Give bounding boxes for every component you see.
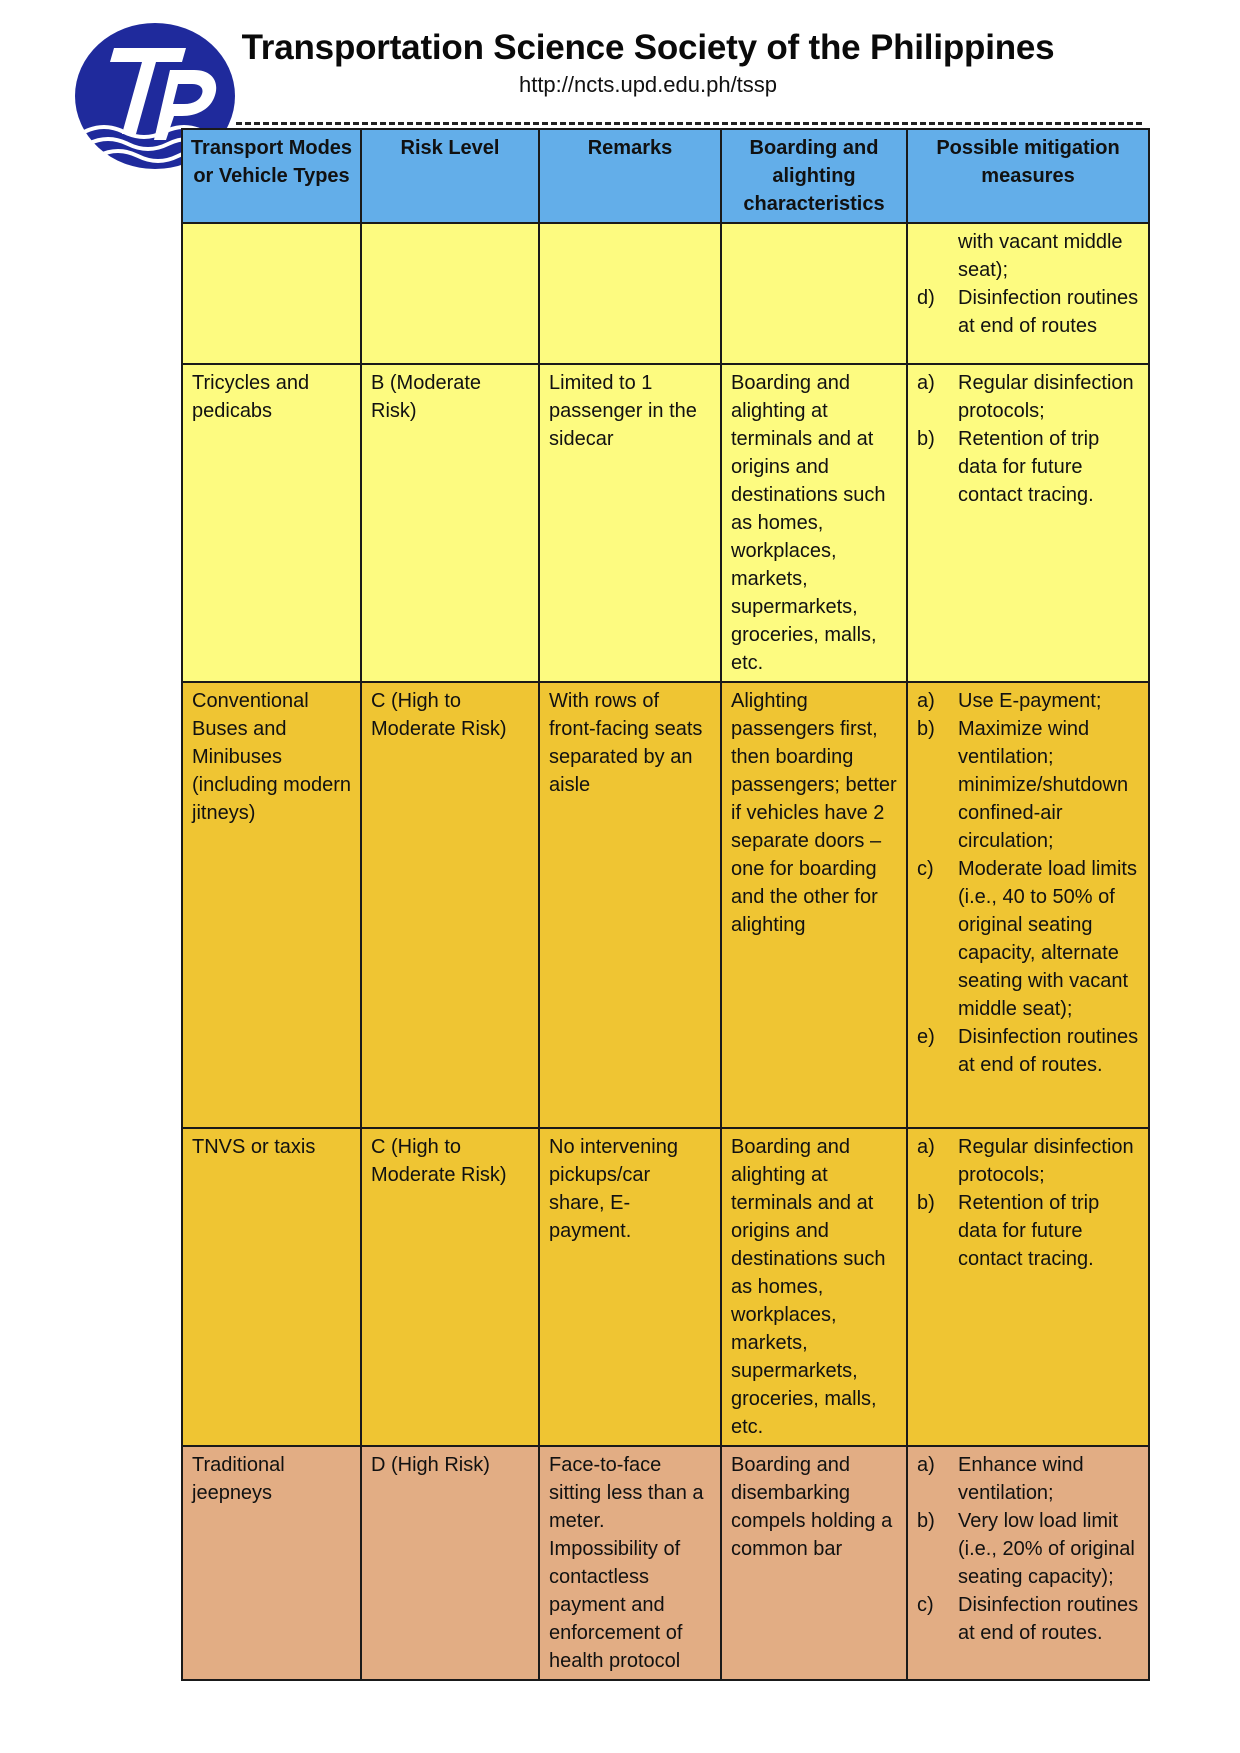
header-divider bbox=[236, 122, 1142, 125]
measure-item: d) Disinfection routines at end of routes bbox=[917, 287, 1139, 337]
measure-item: a) Regular disinfection protocols; bbox=[917, 372, 1134, 422]
measure-item: a) Enhance wind ventilation; bbox=[917, 1454, 1084, 1504]
society-url[interactable]: http://ncts.upd.edu.ph/tssp bbox=[518, 72, 778, 97]
col-header-boarding: Boarding and alighting characteristics bbox=[721, 129, 907, 223]
measure-item: a) Use E-payment; bbox=[917, 690, 1102, 712]
col-header-remarks: Remarks bbox=[539, 129, 721, 223]
measure-item: e) Disinfection routines at end of routes. bbox=[917, 1026, 1139, 1076]
cell-risk: C (High to Moderate Risk) bbox=[361, 682, 539, 1128]
table-row bbox=[182, 1128, 1149, 1446]
cell-measures bbox=[907, 364, 1149, 682]
cell-boarding: Boarding and alighting at terminals and at origins and destinations such as homes, workplaces, markets, supermarkets, groceries, malls, etc. bbox=[721, 364, 907, 682]
measure-item: b) Retention of trip data for future contact tracing. bbox=[917, 428, 1100, 506]
measure-item: b) Very low load limit (i.e., 20% of original seating capacity); bbox=[917, 1510, 1135, 1588]
cell-remarks: Limited to 1 passenger in the sidecar bbox=[539, 364, 721, 682]
table-row bbox=[182, 1446, 1149, 1680]
measure-item: c) Moderate load limits (i.e., 40 to 50% of original seating capacity, alternate seating with vacant middle seat); bbox=[917, 858, 1137, 1020]
table-row bbox=[182, 364, 1149, 682]
cell-boarding: Alighting passengers first, then boarding passengers; better if vehicles have 2 separate doors – one for boarding and the other for alighting bbox=[721, 682, 907, 1128]
cell-measures bbox=[907, 682, 1149, 1128]
cell-measures bbox=[907, 1446, 1149, 1680]
col-header-risk: Risk Level bbox=[361, 129, 539, 223]
col-header-mode: Transport Modes or Vehicle Types bbox=[182, 129, 361, 223]
cell-mode bbox=[182, 223, 361, 364]
cell-boarding: Boarding and disembarking compels holding a common bar bbox=[721, 1446, 907, 1680]
risk-table bbox=[181, 128, 1150, 1681]
measure-item: with vacant middle seat); bbox=[958, 231, 1123, 281]
cell-measures bbox=[907, 223, 1149, 364]
cell-remarks: With rows of front-facing seats separated by an aisle bbox=[539, 682, 721, 1128]
cell-measures bbox=[907, 1128, 1149, 1446]
cell-risk: C (High to Moderate Risk) bbox=[361, 1128, 539, 1446]
cell-risk: B (Moderate Risk) bbox=[361, 364, 539, 682]
cell-risk: D (High Risk) bbox=[361, 1446, 539, 1680]
page-title: Transportation Science Society of the Philippines bbox=[241, 28, 1055, 67]
cell-mode: Traditional jeepneys bbox=[182, 1446, 361, 1680]
cell-mode: Tricycles and pedicabs bbox=[182, 364, 361, 682]
cell-remarks: Face-to-face sitting less than a meter. Impossibility of contactless payment and enforcement of health protocol bbox=[539, 1446, 721, 1680]
measure-item: c) Disinfection routines at end of routes. bbox=[917, 1594, 1139, 1644]
table-header-row bbox=[182, 129, 1149, 223]
table-row bbox=[182, 223, 1149, 364]
cell-mode: TNVS or taxis bbox=[182, 1128, 361, 1446]
cell-remarks bbox=[539, 223, 721, 364]
cell-boarding bbox=[721, 223, 907, 364]
cell-boarding: Boarding and alighting at terminals and at origins and destinations such as homes, workplaces, markets, supermarkets, groceries, malls, etc. bbox=[721, 1128, 907, 1446]
measure-item: b) Maximize wind ventilation; minimize/shutdown confined-air circulation; bbox=[917, 718, 1129, 852]
cell-mode: Conventional Buses and Minibuses (including modern jitneys) bbox=[182, 682, 361, 1128]
table-row bbox=[182, 682, 1149, 1128]
measure-item: a) Regular disinfection protocols; bbox=[917, 1136, 1134, 1186]
measure-item: b) Retention of trip data for future contact tracing. bbox=[917, 1192, 1100, 1270]
col-header-measures: Possible mitigation measures bbox=[907, 129, 1149, 223]
cell-risk bbox=[361, 223, 539, 364]
cell-remarks: No intervening pickups/car share, E-payment. bbox=[539, 1128, 721, 1446]
